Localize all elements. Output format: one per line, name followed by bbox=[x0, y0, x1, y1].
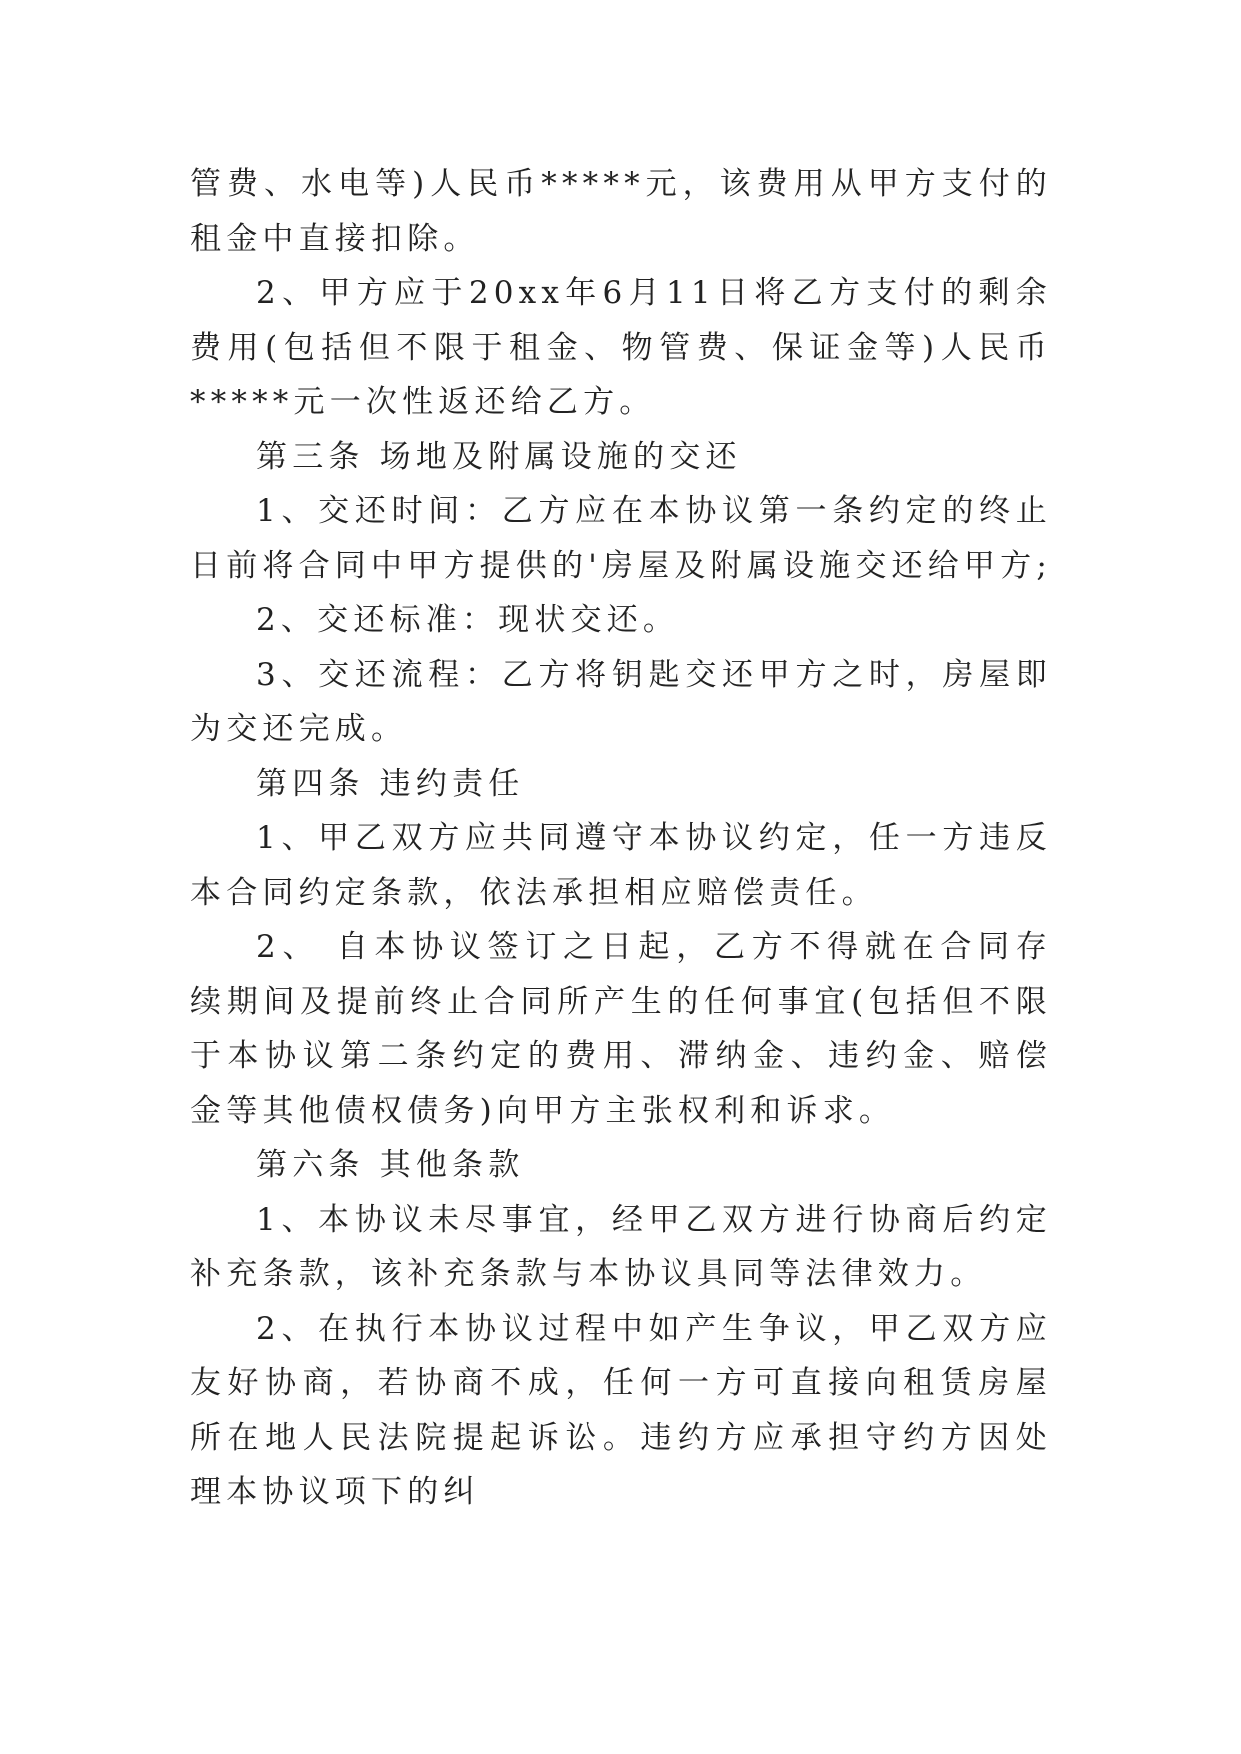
document-body bbox=[190, 157, 1052, 1520]
paragraph-dispute-resolution: 2、在执行本协议过程中如产生争议，甲乙双方应友好协商，若协商不成，任何一方可直接向租赁房屋所在地人民法院提起诉讼。违约方应承担守约方因处理本协议项下的纠 bbox=[190, 1310, 1052, 1510]
paragraph-return-standard: 2、交还标准：现状交还。 bbox=[256, 602, 680, 638]
section-heading-article-4: 第四条 违约责任 bbox=[256, 765, 525, 802]
paragraph-return-process: 3、交还流程：乙方将钥匙交还甲方之时，房屋即为交还完成。 bbox=[190, 656, 1052, 747]
section-heading-article-3: 第三条 场地及附属设施的交还 bbox=[256, 438, 742, 475]
section-heading-article-6: 第六条 其他条款 bbox=[256, 1147, 525, 1183]
paragraph-breach-liability: 1、甲乙双方应共同遵守本协议约定，任一方违反本合同约定条款，依法承担相应赔偿责任。 bbox=[190, 820, 1052, 911]
paragraph-refund: 2、甲方应于20xx年6月11日将乙方支付的剩余费用(包括但不限于租金、物管费、保证金等)人民币*****元一次性返还给乙方。 bbox=[190, 275, 1052, 420]
paragraph-fee-deduction: 管费、水电等)人民币*****元，该费用从甲方支付的租金中直接扣除。 bbox=[190, 166, 1052, 257]
paragraph-supplementary-terms: 1、本协议未尽事宜，经甲乙双方进行协商后约定补充条款，该补充条款与本协议具同等法律效力。 bbox=[190, 1201, 1052, 1292]
paragraph-return-time: 1、交还时间：乙方应在本协议第一条约定的终止日前将合同中甲方提供的'房屋及附属设施交还给甲方; bbox=[190, 493, 1052, 584]
paragraph-waiver-of-claims: 2、 自本协议签订之日起，乙方不得就在合同存续期间及提前终止合同所产生的任何事宜(包括但不限于本协议第二条约定的费用、滞纳金、违约金、赔偿金等其他债权债务)向甲方主张权利和诉求。 bbox=[190, 929, 1052, 1129]
